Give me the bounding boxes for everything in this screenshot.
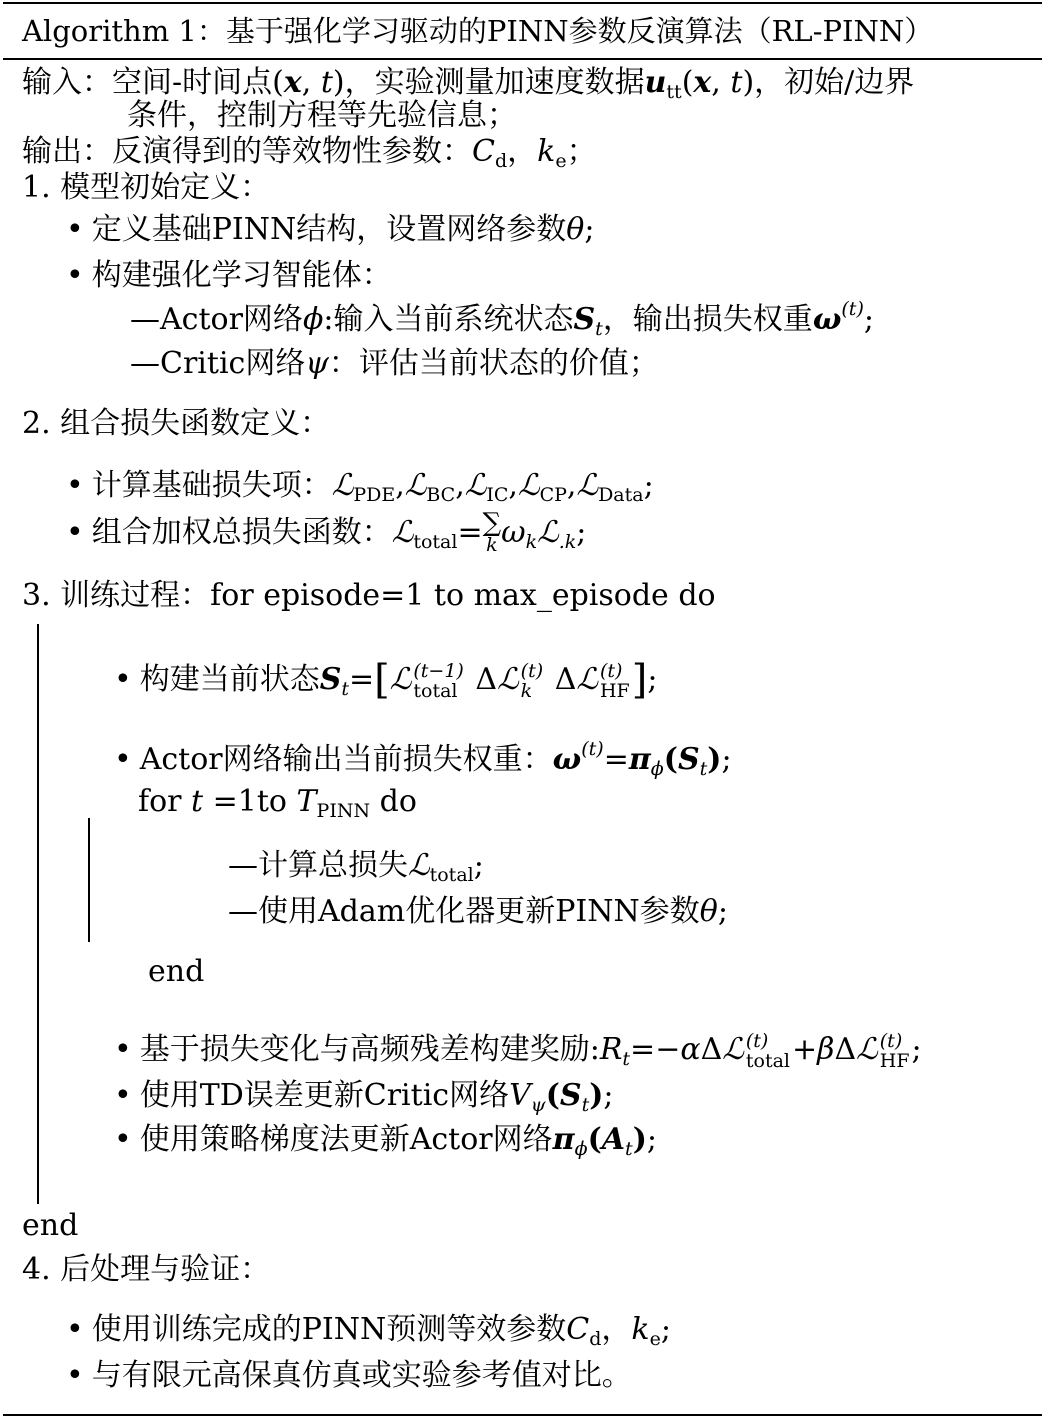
sym-end: ; <box>717 894 728 929</box>
sym-S: S <box>677 742 700 777</box>
sym-S: S <box>573 302 596 337</box>
sym-R: R <box>599 1032 623 1067</box>
sym-pi-sub: ϕ <box>650 758 664 780</box>
inner-loop-bar <box>88 818 90 942</box>
sym-theta: θ <box>566 212 585 247</box>
sigma-icon: ∑ <box>482 508 502 538</box>
loss-cp: CP <box>539 484 567 506</box>
sym-sep: , <box>455 468 465 503</box>
sym-T-sub: PINN <box>316 800 371 822</box>
sym-delta: Δ <box>475 662 498 697</box>
loss-bc: BC <box>426 484 456 506</box>
loss-pde: PDE <box>353 484 396 506</box>
sym-L: ℒ <box>404 468 427 503</box>
sum-index: k <box>486 534 498 556</box>
sym-t: t <box>320 65 333 100</box>
sym-end: ; <box>473 848 484 883</box>
sym-L: ℒ <box>576 468 599 503</box>
section-heading: 4. 后处理与验证： <box>22 1252 271 1287</box>
sym-cd: C <box>566 1312 590 1347</box>
sym-L: ℒ <box>391 515 414 550</box>
stack-sub: total <box>413 680 458 702</box>
sym-omega-sub: k <box>525 531 538 553</box>
sym-omega: ω <box>501 515 526 550</box>
sym-cd-sub: d <box>494 150 508 172</box>
sym-end: ; <box>584 212 595 247</box>
end-keyword: end <box>148 954 205 989</box>
sym-x: x <box>283 65 302 100</box>
td-line: • 使用TD误差更新Critic网络$V_\psi(S_t)$; <box>114 1078 614 1116</box>
sym-L-sub: .k <box>558 531 577 553</box>
sym-L: ℒ <box>856 1032 878 1067</box>
sym-sep: ， <box>507 134 538 169</box>
title-rule <box>3 58 1042 60</box>
sym-pi-sub: ϕ <box>574 1138 588 1160</box>
stack-sup: (t−1) <box>413 660 464 682</box>
sym-omega: ω <box>812 302 842 337</box>
sym-V-sub: ψ <box>530 1094 546 1116</box>
stack-sub: HF <box>879 1050 910 1072</box>
sym-x: x <box>693 65 712 100</box>
bullet-text: 构建强化学习智能体： <box>91 258 392 293</box>
sym-end: ; <box>646 1122 657 1157</box>
section2-bullet2 <box>66 508 587 556</box>
sym-R-sub: t <box>622 1048 631 1070</box>
sym-ke-sub: e <box>555 150 567 172</box>
state-line <box>114 657 658 703</box>
input-text: )，初始/边界 <box>742 65 915 100</box>
stack-k <box>521 661 543 701</box>
algorithm-title <box>22 11 933 51</box>
bullet-text: 组合加权总损失函数： <box>91 515 392 550</box>
bullet-text: Actor网络输出当前损失权重： <box>139 742 553 777</box>
bullet-icon: • <box>114 1078 132 1113</box>
reward-line <box>114 1030 922 1071</box>
sym-pi: π <box>552 1122 575 1157</box>
output-label: 输出： <box>22 134 112 169</box>
sym-alpha: α <box>680 1032 701 1067</box>
sym-psi: ψ <box>305 346 329 381</box>
dash-text: —Actor网络 <box>130 302 303 337</box>
dash-text: —使用Adam优化器更新PINN参数 <box>228 894 700 929</box>
loss-data: Data <box>598 484 644 506</box>
sym-plus: + <box>792 1032 818 1067</box>
stack-sup: (t) <box>520 660 544 682</box>
sym-omega: ω <box>552 742 582 777</box>
actor-line <box>130 300 874 340</box>
bullet-text: 使用策略梯度法更新Actor网络 <box>139 1122 553 1157</box>
sym-omega-sup: (t) <box>841 298 864 320</box>
input-text: 空间-时间点( <box>112 65 284 100</box>
dash-text: :输入当前系统状态 <box>323 302 574 337</box>
section-heading: 1. 模型初始定义： <box>22 170 271 205</box>
sym-t: t <box>191 784 204 819</box>
inner-line-1 <box>228 846 484 886</box>
sym-S-sub: t <box>341 678 350 700</box>
stack-sup: (t) <box>599 660 623 682</box>
bullet-icon: • <box>66 258 84 293</box>
sym-S-sub: t <box>699 758 708 780</box>
stack-hf <box>880 1031 910 1071</box>
stack-sub: HF <box>599 680 630 702</box>
sym-pi: π <box>628 742 651 777</box>
sym-eq: = <box>603 742 629 777</box>
section1-bullet2 <box>66 256 392 296</box>
sym-L: ℒ <box>517 468 540 503</box>
dash-text: ：评估当前状态的价值； <box>328 346 659 381</box>
sym-A-sub: t <box>625 1138 633 1160</box>
dash-text: —计算总损失 <box>228 848 408 883</box>
section4-bullet2 <box>66 1356 632 1396</box>
sym-A: A <box>601 1122 626 1157</box>
left-bracket: [ <box>374 657 390 703</box>
bullet-text: 定义基础PINN结构，设置网络参数 <box>91 212 567 247</box>
bullet-icon: • <box>114 1122 132 1157</box>
sym-end: ; <box>647 662 658 697</box>
bullet-icon: • <box>114 742 132 777</box>
sym-eq: = <box>349 662 375 697</box>
sym-minus: − <box>655 1032 681 1067</box>
sym-u-sub: tt <box>666 81 682 103</box>
section-heading: 3. 训练过程：for episode=1 to max_episode do <box>22 578 716 613</box>
sym-sep: ， <box>601 1312 632 1347</box>
sym-cd-sub: d <box>589 1328 602 1350</box>
section-heading: 2. 组合损失函数定义： <box>22 406 331 441</box>
sym-L: ℒ <box>464 468 487 503</box>
bullet-text: 构建当前状态 <box>139 662 320 697</box>
summation <box>482 508 502 556</box>
bullet-icon: • <box>66 1358 84 1393</box>
sym-L: ℒ <box>576 662 598 697</box>
sym-S: S <box>559 1078 582 1113</box>
sym-end: ; <box>863 302 874 337</box>
sym-phi: ϕ <box>302 302 324 337</box>
sym-u: u <box>644 65 667 100</box>
section1-heading <box>22 168 270 208</box>
section4-bullet1 <box>66 1310 671 1350</box>
sym-paren: ( <box>681 65 694 100</box>
section4-heading <box>22 1250 270 1290</box>
sym-theta: θ <box>699 894 718 929</box>
bullet-icon: • <box>66 212 84 247</box>
stack-sup: (t) <box>879 1030 903 1052</box>
sym-ke: k <box>631 1312 650 1347</box>
sym-eq: = <box>457 515 483 550</box>
sym-comma: , <box>711 65 731 100</box>
sym-end: ; <box>576 515 587 550</box>
sym-comma: , <box>301 65 321 100</box>
sym-T: T <box>296 784 317 819</box>
sym-S-sub: t <box>595 318 603 340</box>
input-line-2 <box>127 96 517 136</box>
top-rule <box>3 2 1042 4</box>
sym-total-sub: total <box>413 531 458 553</box>
critic-line <box>130 344 659 384</box>
sym-L: ℒ <box>537 515 559 550</box>
inner-end <box>148 952 204 992</box>
loss-ic: IC <box>486 484 509 506</box>
sym-L: ℒ <box>408 848 430 883</box>
for-range: =1to <box>203 784 297 819</box>
sym-L: ℒ <box>331 468 354 503</box>
title-text: Algorithm 1：基于强化学习驱动的PINN参数反演算法（RL-PINN） <box>22 14 934 48</box>
sym-V: V <box>509 1078 531 1113</box>
sym-total-sub: total <box>429 864 474 886</box>
output-line <box>22 132 597 172</box>
stack-tm1 <box>413 661 463 701</box>
section2-bullet1 <box>66 466 654 506</box>
output-text: 反演得到的等效物性参数： <box>112 134 472 169</box>
end-keyword: end <box>22 1208 79 1243</box>
outer-loop-bar <box>37 624 39 1204</box>
sym-sep: , <box>508 468 518 503</box>
bullet-text: 使用TD误差更新Critic网络 <box>139 1078 510 1113</box>
sym-ke-sub: e <box>649 1328 661 1350</box>
sym-L: ℒ <box>722 1032 744 1067</box>
input-label: 输入： <box>22 65 112 100</box>
stack-sub: k <box>520 680 533 702</box>
sym-end: ; <box>721 742 732 777</box>
sym-end: ; <box>660 1312 671 1347</box>
bullet-text: 基于损失变化与高频残差构建奖励: <box>139 1032 600 1067</box>
bullet-icon: • <box>114 1032 132 1067</box>
bullet-icon: • <box>114 662 132 697</box>
stack-sub: total <box>745 1050 790 1072</box>
stack-sup: (t) <box>745 1030 769 1052</box>
sym-eq: = <box>630 1032 656 1067</box>
do-keyword: do <box>370 784 417 819</box>
dash-text: —Critic网络 <box>130 346 306 381</box>
bullet-icon: • <box>66 468 84 503</box>
bullet-text: 与有限元高保真仿真或实验参考值对比。 <box>91 1358 632 1393</box>
sym-omega-sup: (t) <box>581 738 604 760</box>
sym-delta: Δ <box>834 1032 857 1067</box>
input-text: 条件，控制方程等先验信息； <box>127 98 517 133</box>
stack-total <box>746 1031 790 1071</box>
sym-ke: k <box>537 134 556 169</box>
sym-cd: C <box>472 134 495 169</box>
section1-bullet1 <box>66 210 594 250</box>
sym-beta: β <box>817 1032 835 1067</box>
section3-heading <box>22 576 716 616</box>
right-bracket: ] <box>631 657 648 703</box>
bottom-rule <box>3 1414 1042 1416</box>
bullet-icon: • <box>66 1312 84 1347</box>
sym-end: ; <box>603 1078 614 1113</box>
sym-end: ； <box>566 134 597 169</box>
bullet-text: 使用训练完成的PINN预测等效参数 <box>91 1312 567 1347</box>
sym-end: ; <box>911 1032 922 1067</box>
pg-line: • 使用策略梯度法更新Actor网络$\pi_\phi(A_t)$; <box>114 1122 657 1160</box>
sym-L: ℒ <box>497 662 519 697</box>
inner-line-2 <box>228 892 728 932</box>
dash-text: ，输出损失权重 <box>602 302 813 337</box>
sym-t: t <box>730 65 743 100</box>
sym-L: ℒ <box>389 662 412 697</box>
for-keyword: for <box>138 784 192 819</box>
section2-heading <box>22 404 330 444</box>
inner-for-line <box>138 782 417 822</box>
sym-sep: , <box>566 468 577 503</box>
input-text: )，实验测量加速度数据 <box>332 65 645 100</box>
actor-output-line: • Actor网络输出当前损失权重：$\omega^{(t)}=\pi_\phi(S_t)$; <box>114 738 732 780</box>
bullet-text: 计算基础损失项： <box>91 468 332 503</box>
outer-end <box>22 1206 78 1246</box>
sym-S: S <box>319 662 342 697</box>
sym-S-sub: t <box>581 1094 590 1116</box>
sym-delta: Δ <box>700 1032 723 1067</box>
sym-end: ; <box>643 468 654 503</box>
sym-sep: , <box>395 468 405 503</box>
sym-delta: Δ <box>554 662 577 697</box>
bullet-icon: • <box>66 515 84 550</box>
stack-hf <box>600 661 630 701</box>
